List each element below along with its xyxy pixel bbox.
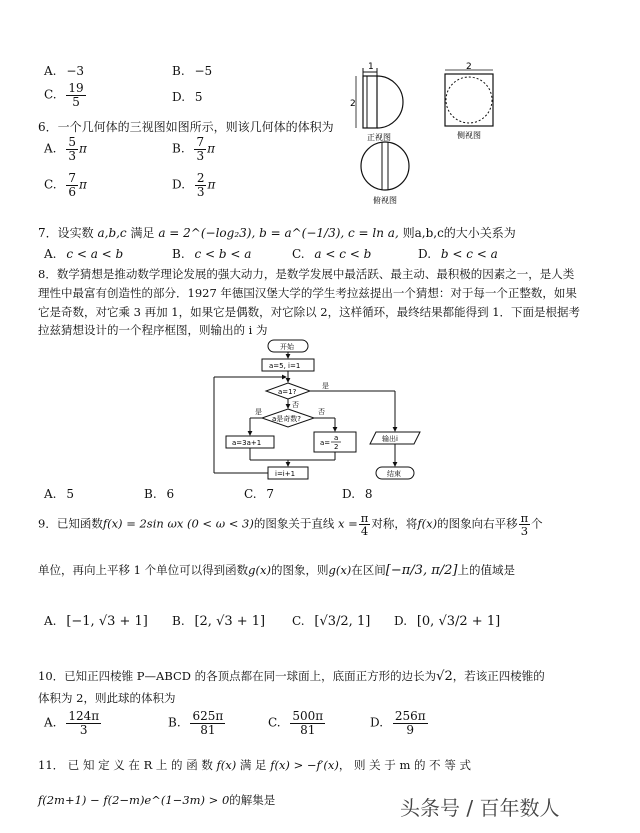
q6-option-a — [44, 136, 87, 162]
q9-option-b-value: [2, √3 + 1] — [194, 614, 266, 629]
q6-option-d-pi: π — [207, 177, 216, 192]
q9-option-c-label: C. — [292, 614, 305, 628]
q8-option-c — [244, 487, 274, 501]
q9-line-2 — [38, 562, 515, 578]
q5-option-c-num: 19 — [68, 81, 84, 95]
q7-option-d-label: D. — [418, 247, 432, 261]
flow-cond-2-text: a是奇数? — [272, 415, 302, 423]
q7-option-d-value: b < c < a — [440, 247, 498, 261]
q10-option-b — [168, 710, 226, 736]
q7-option-c-value: a < c < b — [314, 247, 372, 261]
q10-option-b-label: B. — [168, 715, 181, 730]
dim-2-label: 2 — [350, 99, 356, 109]
q7-stem — [38, 224, 516, 241]
side-view-label: 侧视图 — [457, 131, 481, 140]
q5-option-d-value: 5 — [194, 90, 203, 104]
side-view — [445, 62, 493, 140]
q6-option-c-fraction — [66, 172, 78, 198]
q5-option-d — [172, 90, 202, 104]
q5-option-b — [172, 64, 212, 78]
q9-option-d-value: [0, √3/2 + 1] — [416, 614, 501, 629]
q9-option-d — [394, 614, 500, 629]
three-view-figure — [345, 58, 505, 208]
q10-line-1-suffix: ，若该正四棱锥的 — [452, 669, 545, 683]
q7-option-c-label: C. — [292, 247, 305, 261]
q10-option-b-fraction — [190, 710, 225, 736]
q9-line-2-mid2: 在区间 — [351, 563, 386, 577]
q9-line-1-den2: 3 — [520, 524, 529, 539]
flow-cond-1-text: a=1? — [278, 388, 297, 396]
q6-option-a-pi: π — [78, 141, 87, 156]
q6-option-b-den: 3 — [196, 148, 205, 163]
flow-even-num: a — [334, 434, 339, 442]
q9-option-a — [44, 614, 148, 629]
q6-option-d-den: 3 — [196, 184, 205, 199]
q7-option-b-label: B. — [172, 247, 185, 261]
q7-option-a — [44, 247, 123, 261]
q7-option-c — [292, 247, 371, 261]
q10-option-d-den: 9 — [406, 722, 415, 737]
q6-option-a-fraction — [66, 136, 78, 162]
q8-option-b-label: B. — [144, 487, 157, 501]
q8-line-1: 8．数学猜想是推动数学理论发展的强大动力，是数学发展中最活跃、最主动、最积极的因素之一，是人类 — [38, 267, 575, 281]
q5-option-a — [44, 64, 84, 78]
q11-line-1 — [38, 757, 471, 773]
q9-line-2-gx: g(x) — [248, 563, 271, 577]
q6-option-c-label: C. — [44, 177, 57, 192]
q6-option-b-label: B. — [172, 141, 185, 156]
flow-end-text: 结束 — [387, 470, 401, 478]
q6-option-c-pi: π — [79, 177, 87, 192]
q9-option-c-value: [√3/2, 1] — [314, 614, 371, 629]
q10-line-1-sqrt: √2 — [436, 669, 453, 684]
q9-option-a-label: A. — [44, 614, 57, 628]
flow-yes-1: 是 — [322, 382, 329, 390]
q8-option-a-label: A. — [44, 487, 57, 501]
q10-option-d-num: 256π — [394, 709, 426, 723]
q9-line-1-num2: π — [520, 511, 529, 525]
q8-option-d-label: D. — [342, 487, 356, 501]
q9-line-1 — [38, 512, 543, 537]
flow-yes-2: 是 — [255, 408, 262, 416]
q7-option-a-value: c < a < b — [66, 247, 124, 261]
q8-option-b — [144, 487, 174, 501]
q11-line-2 — [38, 792, 275, 808]
q6-option-c-den: 6 — [68, 184, 77, 199]
q8-option-a — [44, 487, 74, 501]
q7-option-a-label: A. — [44, 247, 57, 261]
q10-option-b-den: 81 — [200, 722, 216, 737]
q6-option-a-label: A. — [44, 141, 57, 156]
q11-line-1-suffix: ， 则 关 于 m 的 不 等 式 — [338, 758, 471, 772]
q6-option-a-num: 5 — [68, 135, 76, 149]
q9-option-d-label: D. — [394, 614, 408, 628]
q9-line-1-num: π — [360, 511, 369, 525]
q8-line-4: 拉兹猜想设计的一个程序框图，则输出的 i 为 — [38, 323, 268, 337]
q7-stem-expr: a = 2^(−log₂3), b = a^(−1/3), c = ln a, — [158, 226, 399, 240]
q9-line-1-func: f(x) = 2sin ωx (0 < ω < 3) — [102, 516, 254, 531]
q9-option-b — [172, 614, 265, 629]
flowchart — [210, 338, 430, 488]
q5-option-c-label: C. — [44, 87, 57, 102]
q10-option-c-fraction — [290, 710, 325, 736]
q6-option-c-num: 7 — [68, 171, 77, 185]
flow-no-2: 否 — [318, 408, 325, 416]
front-view — [350, 62, 403, 142]
q5-option-c-den: 5 — [72, 94, 80, 109]
q5-option-c — [44, 82, 87, 108]
q6-stem: 6．一个几何体的三视图如图所示，则该几何体的体积为 — [38, 120, 334, 134]
q10-option-d — [370, 710, 429, 736]
q5-option-a-label: A. — [44, 64, 57, 78]
q10-option-a-den: 3 — [79, 722, 88, 737]
q6-option-b-fraction — [194, 136, 206, 162]
q6-option-d-fraction — [195, 172, 207, 198]
q8-line-2: 理性中最富有创造性的部分．1927 年德国汉堡大学的学生考拉兹提出一个猜想：对于每一个正整数，如果 — [38, 286, 577, 300]
q6-option-b — [172, 136, 215, 162]
q6-option-b-num: 7 — [196, 135, 205, 149]
q9-line-1-mid3: 的图象向右平移 — [437, 516, 518, 531]
q9-line-1-fraction-2 — [519, 512, 531, 537]
q10-option-c — [268, 710, 326, 736]
q10-option-c-label: C. — [268, 715, 281, 730]
flow-odd-step-text: a=3a+1 — [232, 439, 262, 447]
q9-line-1-suffix: 个 — [531, 516, 543, 531]
q10-option-d-label: D. — [370, 715, 384, 730]
q7-stem-mid: 满足 — [130, 226, 155, 240]
q5-option-b-value: −5 — [194, 64, 213, 78]
flow-incr-text: i=i+1 — [275, 470, 296, 478]
q7-option-b-value: c < b < a — [194, 247, 252, 261]
q7-option-b — [172, 247, 251, 261]
q5-option-a-value: −3 — [66, 64, 85, 78]
q9-line-1-mid: 的图象关于直线 — [253, 516, 335, 531]
q9-line-1-fraction — [359, 512, 371, 537]
q11-line-1-fx: f(x) — [216, 758, 237, 772]
q5-option-d-label: D. — [172, 90, 186, 104]
flow-even-den: 2 — [334, 443, 339, 451]
flow-even-step-prefix: a= — [320, 439, 331, 447]
q8-option-a-value: 5 — [66, 487, 74, 501]
top-view — [361, 142, 409, 205]
q8-option-d — [342, 487, 372, 501]
q6-option-b-pi: π — [207, 141, 215, 156]
flow-start-text: 开始 — [280, 343, 294, 351]
q11-line-1-prefix: 11． 已 知 定 义 在 R 上 的 函 数 — [38, 758, 213, 772]
top-view-label: 俯视图 — [373, 196, 397, 205]
q9-line-2-interval: [−π/3, π/2] — [385, 563, 458, 578]
q8-option-c-value: 7 — [266, 487, 275, 501]
flow-init-text: a=5, i=1 — [269, 362, 301, 370]
q10-option-a-fraction — [66, 710, 101, 736]
q9-line-1-den: 4 — [360, 524, 369, 539]
q8-option-b-value: 6 — [166, 487, 175, 501]
q9-line-2-prefix: 单位，再向上平移 1 个单位可以得到函数 — [38, 563, 249, 577]
q9-option-a-value: [−1, √3 + 1] — [66, 614, 148, 629]
q10-option-b-num: 625π — [192, 709, 224, 723]
q6-option-a-den: 3 — [68, 148, 76, 163]
watermark: 头条号 / 百年数人 — [400, 796, 560, 820]
q10-line-1-prefix: 10．已知正四棱锥 P—ABCD 的各顶点都在同一球面上，底面正方形的边长为 — [38, 669, 437, 683]
q9-line-1-prefix: 9．已知函数 — [38, 516, 103, 531]
q7-option-d — [418, 247, 498, 261]
q10-option-a — [44, 710, 102, 736]
q6-option-d-label: D. — [172, 177, 186, 192]
q10-line-2: 体积为 2，则此球的体积为 — [38, 691, 176, 705]
q9-option-c — [292, 614, 370, 629]
q9-line-2-suffix: 上的值域是 — [457, 563, 515, 577]
q10-option-d-fraction — [393, 710, 428, 736]
q9-line-1-fx: f(x) — [417, 516, 438, 531]
q8-option-c-label: C. — [244, 487, 257, 501]
q6-option-c — [44, 172, 87, 198]
q8-line-3: 它是奇数，对它乘 3 再加 1，如果它是偶数，对它除以 2，这样循环，最终结果都能得到 1．下面是根据考 — [38, 305, 581, 319]
q9-line-2-gx2: g(x) — [328, 563, 352, 577]
q10-option-c-den: 81 — [300, 722, 316, 737]
q6-option-d-num: 2 — [196, 171, 205, 185]
q5-option-b-label: B. — [172, 64, 185, 78]
q7-stem-vars: a,b,c — [97, 226, 127, 240]
front-view-label: 正视图 — [367, 133, 391, 142]
dim-2-side-label: 2 — [466, 62, 472, 72]
q6-option-d — [172, 172, 215, 198]
q9-line-1-mid2: 对称，将 — [371, 516, 418, 531]
q10-option-a-label: A. — [44, 715, 57, 730]
q10-option-c-num: 500π — [292, 709, 324, 723]
q10-option-a-num: 124π — [68, 709, 100, 723]
q7-stem-suffix: 则a,b,c的大小关系为 — [402, 226, 516, 240]
q9-line-1-line: x = — [338, 516, 358, 531]
q9-option-b-label: B. — [172, 614, 185, 628]
q11-line-2-expr: f(2m+1) − f(2−m)e^(1−3m) > 0 — [38, 793, 230, 807]
q8-option-d-value: 8 — [364, 487, 373, 501]
q9-line-2-mid: 的图象，则 — [270, 563, 329, 577]
q11-line-1-ineq: f(x) > −f′(x) — [270, 758, 339, 772]
q10-line-1 — [38, 668, 545, 684]
q5-option-c-fraction — [66, 82, 85, 108]
flow-no-1: 否 — [292, 401, 299, 409]
dim-1-label: 1 — [368, 62, 374, 72]
q11-line-1-mid: 满 足 — [239, 758, 267, 772]
q11-line-2-suffix: 的解集是 — [229, 793, 276, 807]
flow-output-text: 输出i — [382, 435, 398, 443]
q7-stem-prefix: 7．设实数 — [38, 226, 94, 240]
